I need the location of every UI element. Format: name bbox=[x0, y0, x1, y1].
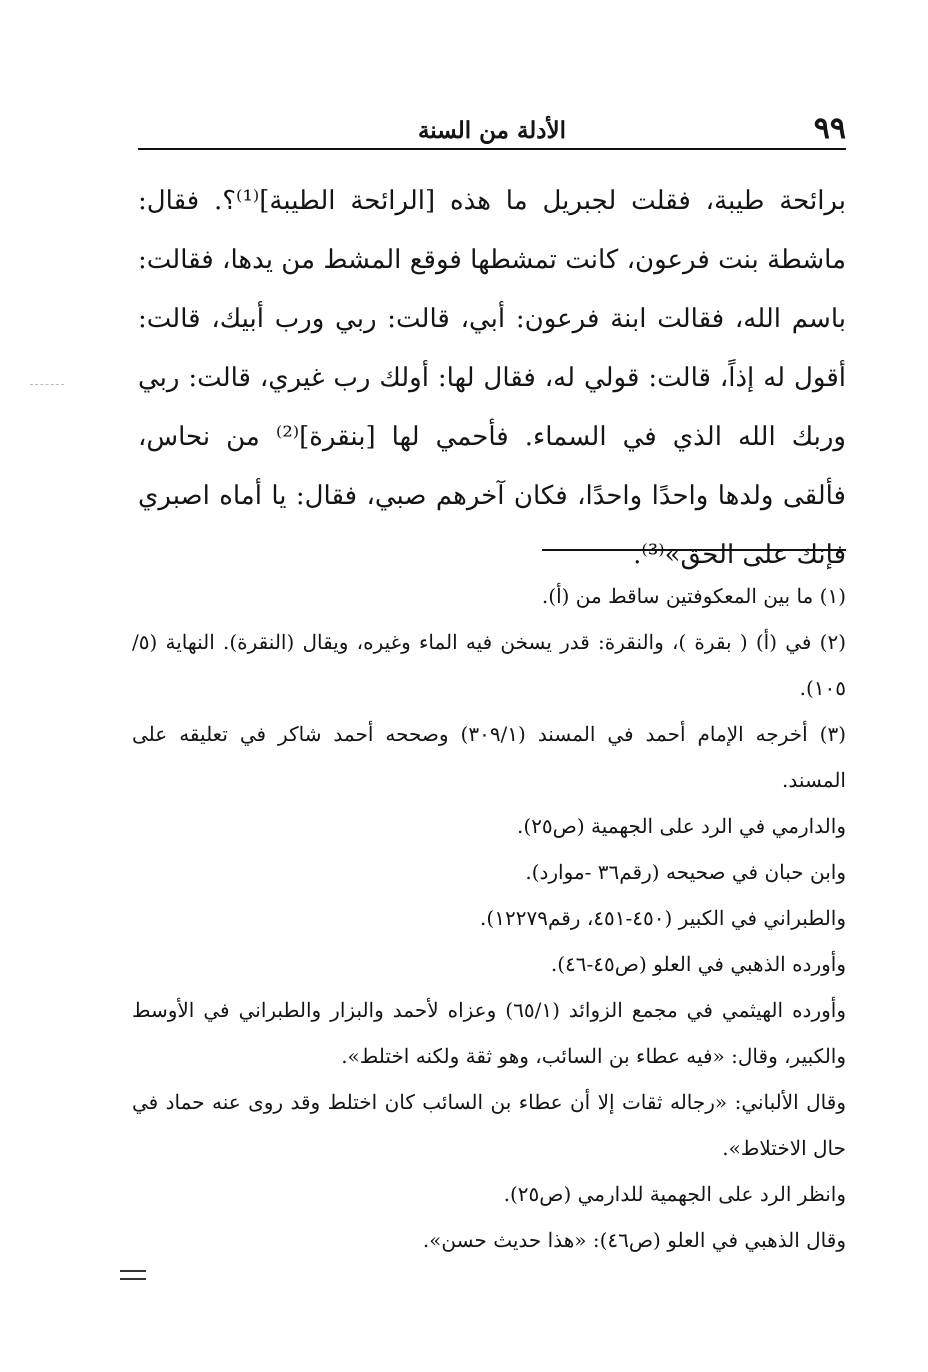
main-text bbox=[138, 172, 846, 585]
footnote-3-haythami: وأورده الهيثمي في مجمع الزوائد (٦٥/١) وعزاه لأحمد والبزار والطبراني في الأوسط والكبير، وقال: «فيه عطاء بن السائب، وهو ثقة ولكنه اختلط». bbox=[132, 998, 846, 1068]
running-title: الأدلة من السنة bbox=[417, 117, 567, 144]
footnote-3-albani: وقال الألباني: «رجاله ثقات إلا أن عطاء بن السائب كان اختلط وقد روى عنه حماد في حال الاختلاط». bbox=[132, 1090, 846, 1160]
bottom-mark bbox=[120, 1270, 146, 1280]
footnote-3-darimi: والدارمي في الرد على الجهمية (ص٢٥). bbox=[517, 814, 846, 838]
footnote-1: (١) ما بين المعكوفتين ساقط من (أ). bbox=[541, 584, 846, 608]
footnote-3: (٣) أخرجه الإمام أحمد في المسند (٣٠٩/١) وصححه أحمد شاكر في تعليقه على المسند. bbox=[132, 722, 846, 792]
footnote-3-see-also: وانظر الرد على الجهمية للدارمي (ص٢٥). bbox=[503, 1182, 846, 1206]
footnote-3-dhahabi-grade: وقال الذهبي في العلو (ص٤٦): «هذا حديث حسن». bbox=[422, 1228, 846, 1252]
footnotes bbox=[132, 573, 846, 1263]
page-number: ٩٩ bbox=[813, 111, 846, 146]
page-header bbox=[138, 112, 846, 152]
main-paragraph: برائحة طيبة، فقلت لجبريل ما هذه [الرائحة الطيبة]⁽¹⁾؟. فقال: ماشطة بنت فرعون، كانت تمشطها فوقع المشط من يدها، فقالت: باسم الله، فقالت ابنة فرعون: أبي، قالت: ربي ورب أبيك، قالت: أقول له إذاً، قالت: قولي له، فقال لها: أولك رب غيري، قالت: ربي وربك الله الذي في السماء. فأحمي لها [بنقرة]⁽²⁾ من نحاس، فألقى ولدها واحدًا واحدًا، فكان آخرهم صبي، فقال: يا أماه اصبري فإنك على الحق»⁽³⁾. bbox=[138, 186, 846, 570]
footnote-3-ibn-hibban: وابن حبان في صحيحه (رقم٣٦ -موارد). bbox=[525, 860, 846, 884]
header-rule bbox=[138, 148, 846, 150]
footnote-3-dhahabi: وأورده الذهبي في العلو (ص٤٥-٤٦). bbox=[550, 952, 846, 976]
footnote-separator bbox=[542, 549, 846, 551]
footnote-2: (٢) في (أ) ( بقرة )، والنقرة: قدر يسخن فيه الماء وغيره، ويقال (النقرة). النهاية (٥/ ١٠٥). bbox=[132, 630, 846, 700]
footnote-3-tabarani: والطبراني في الكبير (٤٥٠-٤٥١، رقم١٢٢٧٩). bbox=[480, 906, 846, 930]
margin-mark bbox=[30, 384, 64, 385]
